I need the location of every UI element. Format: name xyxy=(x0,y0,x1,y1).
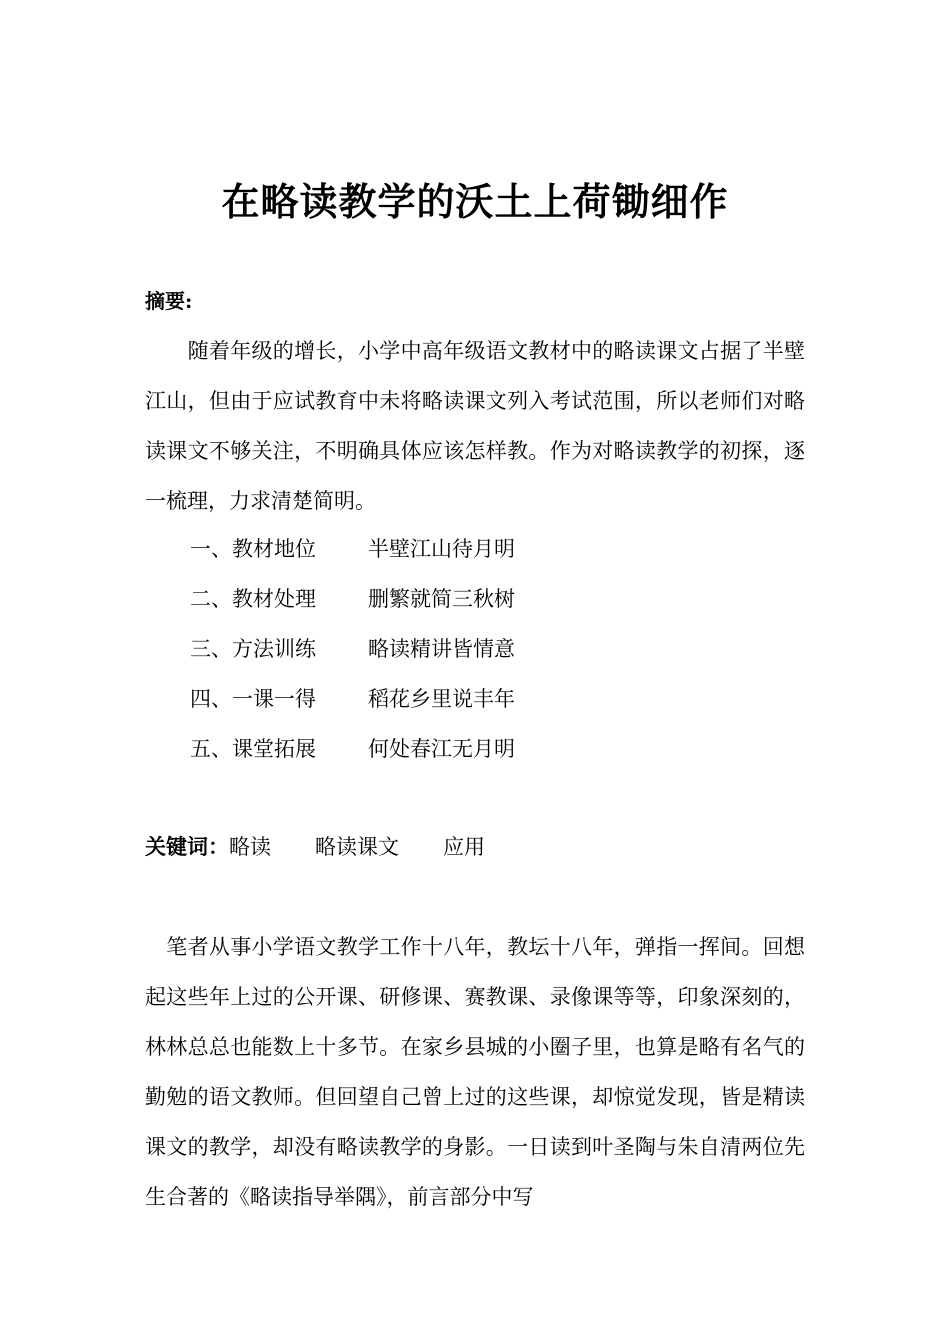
outline-list xyxy=(190,524,515,774)
keywords-line xyxy=(145,830,485,864)
outline-item xyxy=(190,624,515,674)
outline-section: 二、教材处理 xyxy=(190,587,316,611)
outline-section: 一、教材地位 xyxy=(190,537,316,561)
outline-item xyxy=(190,524,515,574)
outline-item xyxy=(190,724,515,774)
outline-section: 四、一课一得 xyxy=(190,687,316,711)
document-title: 在略读教学的沃土上荷锄细作 xyxy=(221,179,729,224)
abstract-label: 摘要: xyxy=(145,289,193,313)
keyword: 略读课文 xyxy=(315,835,399,859)
outline-phrase: 何处春江无月明 xyxy=(368,737,515,761)
outline-phrase: 删繁就简三秋树 xyxy=(368,587,515,611)
outline-phrase: 略读精讲皆情意 xyxy=(368,637,515,661)
outline-item xyxy=(190,674,515,724)
keyword: 略读 xyxy=(229,835,271,859)
outline-phrase: 稻花乡里说丰年 xyxy=(368,687,515,711)
outline-phrase: 半壁江山待月明 xyxy=(368,537,515,561)
keywords-label: 关键词： xyxy=(145,834,229,859)
outline-section: 五、课堂拓展 xyxy=(190,737,316,761)
keyword: 应用 xyxy=(443,835,485,859)
outline-item xyxy=(190,574,515,624)
body-paragraph: 笔者从事小学语文教学工作十八年，教坛十八年，弹指一挥间。回想起这些年上过的公开课、研修课、赛教课、录像课等等，印象深刻的，林林总总也能数上十多节。在家乡县城的小圈子里，也算是略有名气的勤勉的语文教师。但回望自己曾上过的这些课，却惊觉发现，皆是精读课文的教学，却没有略读教学的身影。一日读到叶圣陶与朱自清两位先生合著的《略读指导举隅》，前言部分中写 xyxy=(145,935,805,1209)
abstract-paragraph: 随着年级的增长，小学中高年级语文教材中的略读课文占据了半壁江山，但由于应试教育中未将略读课文列入考试范围，所以老师们对略读课文不够关注，不明确具体应该怎样教。作为对略读教学的初探，逐一梳理，力求清楚简明。 xyxy=(145,339,805,513)
outline-section: 三、方法训练 xyxy=(190,637,316,661)
